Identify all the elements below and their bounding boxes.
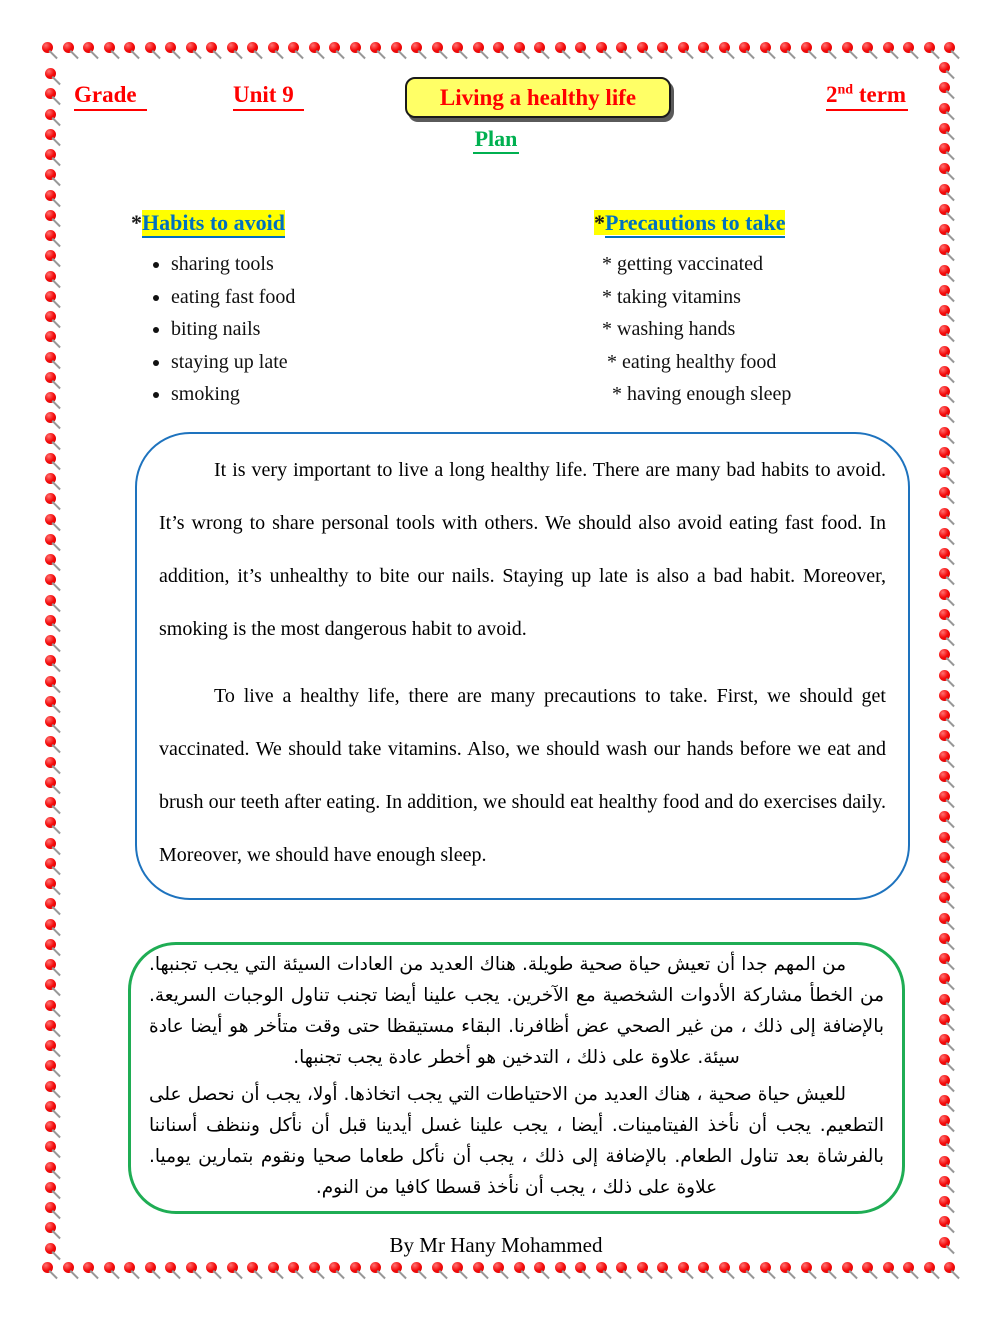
pin-icon <box>227 42 238 53</box>
pin-icon <box>939 325 950 336</box>
pin-icon <box>45 635 56 646</box>
pin-icon <box>939 1115 950 1126</box>
pin-border-top <box>42 42 955 53</box>
pin-icon <box>288 1262 299 1273</box>
pin-icon <box>45 88 56 99</box>
pin-icon <box>45 1101 56 1112</box>
pin-icon <box>145 1262 156 1273</box>
pin-icon <box>939 933 950 944</box>
pin-icon <box>780 1262 791 1273</box>
pin-icon <box>939 346 950 357</box>
precautions-heading <box>594 210 914 236</box>
pin-icon <box>939 973 950 984</box>
arabic-paragraph-2: للعيش حياة صحية ، هناك العديد من الاحتياطات التي يجب اتخاذها. أولا، يجب أن نحصل على التطعيم. يجب أن نأخذ الفيتامينات. أيضا ، يجب علينا غسل أيدينا قبل أن نأكل وننظف أسناننا بالفرشاة بعد تناول الطعام. بالإضافة إلى ذلك ، يجب أن نأكل طعاما صحيا ونقوم بتمارين يوميا. علاوة على ذلك ، يجب أن نأخذ قسطا كافيا من النوم. <box>149 1084 884 1198</box>
pin-icon <box>45 1121 56 1132</box>
pin-icon <box>45 291 56 302</box>
habit-item: • biting nails <box>171 313 471 346</box>
habits-column <box>131 210 471 411</box>
pin-icon <box>45 1162 56 1173</box>
pin-icon <box>45 797 56 808</box>
pin-icon <box>903 1262 914 1273</box>
pin-icon <box>45 554 56 565</box>
pin-icon <box>391 1262 402 1273</box>
pin-icon <box>45 1141 56 1152</box>
pin-icon <box>678 1262 689 1273</box>
pin-icon <box>45 514 56 525</box>
pin-icon <box>637 42 648 53</box>
pin-icon <box>939 386 950 397</box>
pin-icon <box>45 392 56 403</box>
pin-icon <box>493 1262 504 1273</box>
pin-icon <box>45 676 56 687</box>
pin-icon <box>939 487 950 498</box>
pin-icon <box>939 1075 950 1086</box>
pin-icon <box>939 690 950 701</box>
pin-icon <box>939 1196 950 1207</box>
pin-icon <box>939 1156 950 1167</box>
precaution-item: * taking vitamins <box>602 285 741 308</box>
pin-icon <box>45 493 56 504</box>
pin-icon <box>939 406 950 417</box>
pin-icon <box>45 1000 56 1011</box>
pin-icon <box>939 892 950 903</box>
pin-icon <box>186 42 197 53</box>
pin-icon <box>124 1262 135 1273</box>
pin-icon <box>719 1262 730 1273</box>
pin-icon <box>637 1262 648 1273</box>
pin-icon <box>939 1054 950 1065</box>
pin-icon <box>698 1262 709 1273</box>
pin-icon <box>45 736 56 747</box>
term-label <box>826 82 908 111</box>
precaution-item: * getting vaccinated <box>602 253 764 275</box>
pin-icon <box>939 82 950 93</box>
pin-icon <box>939 872 950 883</box>
pin-icon <box>719 42 730 53</box>
term-number: 2 <box>826 82 838 107</box>
pin-icon <box>45 1060 56 1071</box>
pin-icon <box>45 838 56 849</box>
pin-icon <box>45 817 56 828</box>
pin-icon <box>104 42 115 53</box>
plan-heading: Plan <box>0 126 992 152</box>
pin-icon <box>45 757 56 768</box>
precautions-column <box>594 210 914 411</box>
pin-icon <box>939 1176 950 1187</box>
pin-icon <box>411 42 422 53</box>
pin-icon <box>45 595 56 606</box>
pin-icon <box>883 1262 894 1273</box>
pin-icon <box>104 1262 115 1273</box>
pin-icon <box>739 1262 750 1273</box>
pin-icon <box>575 42 586 53</box>
pin-icon <box>939 528 950 539</box>
pin-icon <box>45 858 56 869</box>
pin-icon <box>657 42 668 53</box>
pin-icon <box>165 42 176 53</box>
lesson-title-box <box>405 77 671 118</box>
habit-item: • smoking <box>171 378 471 411</box>
pin-icon <box>939 508 950 519</box>
pin-icon <box>939 710 950 721</box>
pin-icon <box>45 331 56 342</box>
pin-icon <box>842 42 853 53</box>
pin-icon <box>514 42 525 53</box>
pin-icon <box>698 42 709 53</box>
pin-icon <box>432 42 443 53</box>
precaution-item: * eating healthy food <box>607 350 777 373</box>
pin-icon <box>616 1262 627 1273</box>
pin-icon <box>939 791 950 802</box>
pin-icon <box>555 42 566 53</box>
pin-icon <box>45 939 56 950</box>
pin-icon <box>45 655 56 666</box>
pin-icon <box>83 1262 94 1273</box>
pin-icon <box>45 1222 56 1233</box>
habit-item: • eating fast food <box>171 281 471 314</box>
pin-icon <box>45 878 56 889</box>
pin-icon <box>45 433 56 444</box>
pin-icon <box>329 1262 340 1273</box>
english-paragraph-2: To live a healthy life, there are many precautions to take. First, we should get vaccinated. We should take vitamins. Also, we should wash our hands before we eat and brush our teeth after eating. In addition, we should eat healthy food and do exercises daily. Moreover, we should have enough sleep. <box>159 685 886 866</box>
pin-icon <box>370 42 381 53</box>
pin-icon <box>939 1014 950 1025</box>
pin-icon <box>883 42 894 53</box>
pin-icon <box>939 1034 950 1045</box>
grade-label: Grade <box>74 82 147 111</box>
pin-icon <box>206 42 217 53</box>
pin-icon <box>939 163 950 174</box>
pin-icon <box>939 1095 950 1106</box>
pin-icon <box>45 898 56 909</box>
pin-icon <box>903 42 914 53</box>
pin-icon <box>939 366 950 377</box>
pin-icon <box>939 609 950 620</box>
asterisk-marker: * <box>131 210 142 235</box>
pin-icon <box>329 42 340 53</box>
pin-icon <box>45 1182 56 1193</box>
habits-heading-text: Habits to avoid <box>142 210 285 238</box>
pin-icon <box>939 305 950 316</box>
precaution-item: * washing hands <box>602 318 736 340</box>
pin-icon <box>350 1262 361 1273</box>
pin-icon <box>63 42 74 53</box>
pin-icon <box>939 62 950 73</box>
pin-icon <box>45 959 56 970</box>
habit-item: • staying up late <box>171 346 471 379</box>
pin-icon <box>924 42 935 53</box>
pin-icon <box>657 1262 668 1273</box>
pin-icon <box>45 979 56 990</box>
pin-icon <box>411 1262 422 1273</box>
pin-border-bottom <box>42 1262 955 1273</box>
pin-icon <box>45 1081 56 1092</box>
arabic-summary-box <box>128 942 905 1214</box>
precaution-item: * having enough sleep <box>612 383 792 405</box>
pin-icon <box>939 285 950 296</box>
pin-icon <box>45 230 56 241</box>
pin-icon <box>616 42 627 53</box>
habit-item: • sharing tools <box>171 248 471 281</box>
pin-icon <box>555 1262 566 1273</box>
pin-icon <box>780 42 791 53</box>
pin-icon <box>862 42 873 53</box>
pin-icon <box>939 994 950 1005</box>
pin-icon <box>268 42 279 53</box>
pin-icon <box>206 1262 217 1273</box>
asterisk-marker: * <box>594 210 605 235</box>
precautions-list <box>594 248 914 411</box>
pin-icon <box>45 696 56 707</box>
pin-icon <box>45 534 56 545</box>
pin-icon <box>801 42 812 53</box>
pin-icon <box>42 42 53 53</box>
term-word: term <box>858 82 907 107</box>
pin-icon <box>939 589 950 600</box>
pin-icon <box>452 42 463 53</box>
pin-icon <box>924 1262 935 1273</box>
pin-icon <box>939 568 950 579</box>
english-paragraph-1: It is very important to live a long healthy life. There are many bad habits to avoid. It’s wrong to share personal tools with others. We should also avoid eating fast food. In addition, it’s unhealthy to bite our nails. Staying up late is also a bad habit. Moreover, smoking is the most dangerous habit to avoid. <box>159 459 886 640</box>
pin-icon <box>939 913 950 924</box>
pin-icon <box>45 1202 56 1213</box>
pin-icon <box>186 1262 197 1273</box>
author-credit: By Mr Hany Mohammed <box>389 1233 603 1257</box>
unit-label: Unit 9 <box>233 82 304 111</box>
pin-icon <box>124 42 135 53</box>
pin-icon <box>939 771 950 782</box>
pin-icon <box>45 473 56 484</box>
pin-icon <box>45 1020 56 1031</box>
pin-icon <box>939 265 950 276</box>
pin-icon <box>939 730 950 741</box>
pin-icon <box>939 548 950 559</box>
pin-icon <box>939 629 950 640</box>
pin-icon <box>939 1216 950 1227</box>
pin-icon <box>596 1262 607 1273</box>
pin-icon <box>45 250 56 261</box>
pin-icon <box>45 716 56 727</box>
pin-icon <box>944 42 955 53</box>
english-summary-box <box>135 432 910 900</box>
pin-icon <box>83 42 94 53</box>
pin-icon <box>45 615 56 626</box>
pin-icon <box>760 42 771 53</box>
pin-icon <box>391 42 402 53</box>
arabic-paragraph-1: من المهم جدا أن تعيش حياة صحية طويلة. هناك العديد من العادات السيئة التي يجب تجنبها. من الخطأ مشاركة الأدوات الشخصية مع الآخرين. يجب علينا أيضا تجنب تناول الوجبات السريعة. بالإضافة إلى ذلك ، من غير الصحي عض أظافرنا. البقاء مستيقظا حتى وقت متأخر هو أيضا عادة سيئة. علاوة على ذلك ، التدخين هو أخطر عادة يجب تجنبها. <box>149 954 884 1068</box>
pin-icon <box>309 1262 320 1273</box>
pin-icon <box>370 1262 381 1273</box>
pin-icon <box>939 224 950 235</box>
pin-icon <box>842 1262 853 1273</box>
pin-icon <box>939 953 950 964</box>
pin-icon <box>473 1262 484 1273</box>
pin-icon <box>309 42 320 53</box>
pin-icon <box>288 42 299 53</box>
pin-icon <box>678 42 689 53</box>
pin-icon <box>760 1262 771 1273</box>
pin-icon <box>145 42 156 53</box>
term-ordinal-suffix: nd <box>837 82 854 98</box>
pin-icon <box>939 649 950 660</box>
pin-icon <box>350 42 361 53</box>
pin-icon <box>939 184 950 195</box>
pin-icon <box>45 919 56 930</box>
pin-icon <box>939 467 950 478</box>
pin-border-right <box>939 62 950 1248</box>
pin-icon <box>45 311 56 322</box>
pin-icon <box>247 1262 258 1273</box>
pin-icon <box>45 210 56 221</box>
pin-icon <box>939 811 950 822</box>
pin-icon <box>939 447 950 458</box>
pin-icon <box>45 190 56 201</box>
pin-icon <box>45 574 56 585</box>
pin-icon <box>939 1135 950 1146</box>
pin-icon <box>821 1262 832 1273</box>
pin-icon <box>473 42 484 53</box>
pin-icon <box>45 352 56 363</box>
pin-icon <box>944 1262 955 1273</box>
pin-icon <box>939 427 950 438</box>
pin-icon <box>165 1262 176 1273</box>
pin-icon <box>432 1262 443 1273</box>
pin-icon <box>45 1040 56 1051</box>
habits-heading <box>131 210 471 236</box>
pin-icon <box>801 1262 812 1273</box>
pin-icon <box>268 1262 279 1273</box>
pin-icon <box>534 42 545 53</box>
pin-icon <box>862 1262 873 1273</box>
pin-icon <box>534 1262 545 1273</box>
pin-icon <box>45 169 56 180</box>
pin-icon <box>493 42 504 53</box>
pin-icon <box>939 852 950 863</box>
pin-icon <box>452 1262 463 1273</box>
pin-icon <box>247 42 258 53</box>
pin-icon <box>45 777 56 788</box>
pin-icon <box>42 1262 53 1273</box>
pin-icon <box>939 244 950 255</box>
pin-icon <box>939 670 950 681</box>
pin-icon <box>45 109 56 120</box>
pin-icon <box>596 42 607 53</box>
pin-icon <box>45 271 56 282</box>
pin-icon <box>45 412 56 423</box>
pin-icon <box>227 1262 238 1273</box>
pin-icon <box>939 103 950 114</box>
habits-list <box>171 248 471 411</box>
pin-icon <box>939 832 950 843</box>
pin-icon <box>45 372 56 383</box>
pin-icon <box>45 68 56 79</box>
pin-icon <box>739 42 750 53</box>
pin-icon <box>939 751 950 762</box>
pin-icon <box>575 1262 586 1273</box>
pin-icon <box>45 453 56 464</box>
pin-icon <box>939 204 950 215</box>
pin-icon <box>514 1262 525 1273</box>
pin-icon <box>821 42 832 53</box>
precautions-heading-text: Precautions to take <box>605 210 785 238</box>
lesson-title: Living a healthy life <box>439 84 637 110</box>
pin-border-left <box>45 68 56 1254</box>
pin-icon <box>63 1262 74 1273</box>
